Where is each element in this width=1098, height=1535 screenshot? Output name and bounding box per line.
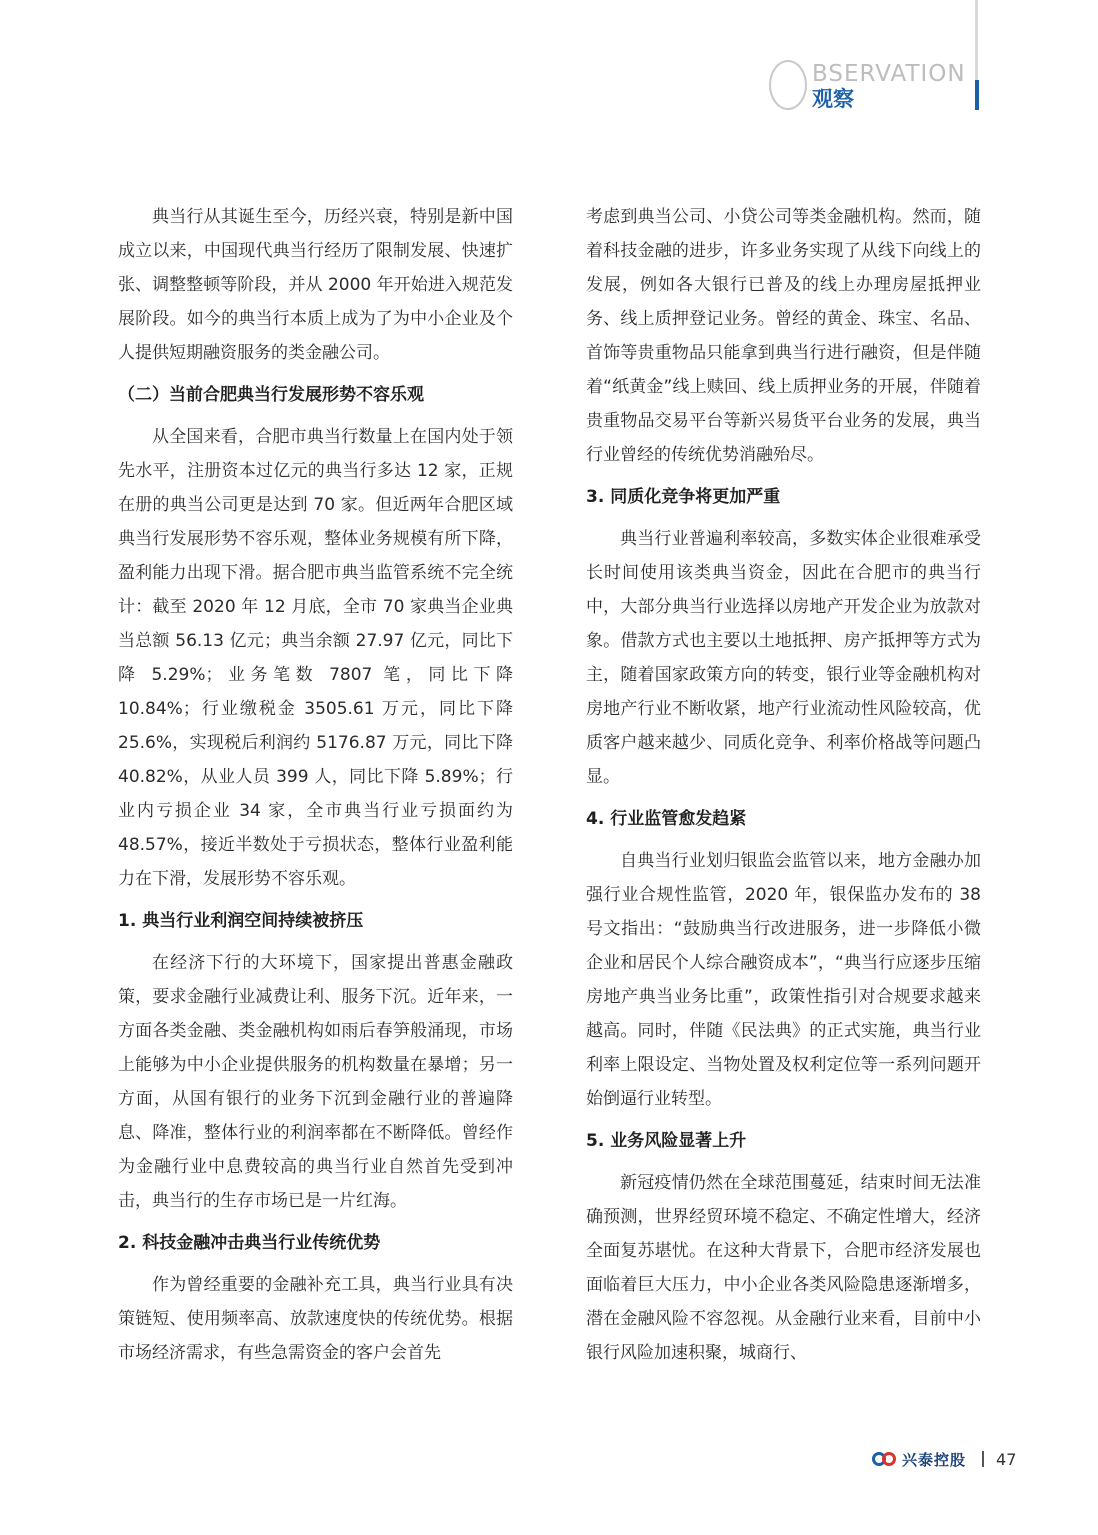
left-column — [118, 200, 513, 1378]
header-observation-label: BSERVATION — [812, 61, 966, 87]
body-paragraph: 典当行从其诞生至今，历经兴衰，特别是新中国成立以来，中国现代典当行经历了限制发展、快速扩张、调整整顿等阶段，并从 2000 年开始进入规范发展阶段。如今的典当行本质上成为了为中小企业及个人提供短期融资服务的类金融公司。 — [118, 207, 513, 363]
section-heading: 5. 业务风险显著上升 — [586, 1131, 747, 1151]
header-section-title: 观察 — [812, 87, 854, 111]
section-heading: 1. 典当行业利润空间持续被挤压 — [118, 911, 364, 931]
section-heading: 3. 同质化竞争将更加严重 — [586, 487, 781, 507]
body-paragraph: 作为曾经重要的金融补充工具，典当行业具有决策链短、使用频率高、放款速度快的传统优势。根据市场经济需求，有些急需资金的客户会首先 — [118, 1275, 513, 1363]
body-paragraph: 新冠疫情仍然在全球范围蔓延，结束时间无法准确预测，世界经贸环境不稳定、不确定性增大，经济全面复苏堪忧。在这种大背景下，合肥市经济发展也面临着巨大压力，中小企业各类风险隐患逐渐增多，潜在金融风险不容忽视。从金融行业来看，目前中小银行风险加速积聚，城商行、 — [586, 1173, 981, 1363]
body-paragraph: 自典当行业划归银监会监管以来，地方金融办加强行业合规性监管，2020 年，银保监办发布的 38 号文指出：“鼓励典当行改进服务，进一步降低小微企业和居民个人综合融资成本”，“典当行应逐步压缩房地产典当业务比重”，政策性指引对合规要求越来越高。同时，伴随《民法典》的正式实施，典当行业利率上限设定、当物处置及权利定位等一系列问题开始倒逼行业转型。 — [586, 851, 981, 1109]
page-number: 47 — [996, 1449, 1017, 1469]
header-divider-line — [975, 0, 978, 80]
body-paragraph: 考虑到典当公司、小贷公司等类金融机构。然而，随着科技金融的进步，许多业务实现了从线下向线上的发展，例如各大银行已普及的线上办理房屋抵押业务、线上质押登记业务。曾经的黄金、珠宝、名品、首饰等贵重物品只能拿到典当行进行融资，但是伴随着“纸黄金”线上赎回、线上质押业务的开展，伴随着贵重物品交易平台等新兴易货平台业务的发展，典当行业曾经的传统优势消融殆尽。 — [586, 207, 981, 465]
company-logo-text: 兴泰控股 — [902, 1450, 967, 1469]
footer-divider — [982, 1451, 984, 1467]
header-accent-bar — [975, 80, 979, 110]
body-paragraph: 在经济下行的大环境下，国家提出普惠金融政策，要求金融行业减费让利、服务下沉。近年来，一方面各类金融、类金融机构如雨后春笋般涌现，市场上能够为中小企业提供服务的机构数量在暴增；另一方面，从国有银行的业务下沉到金融行业的普遍降息、降准，整体行业的利润率都在不断降低。曾经作为金融行业中息费较高的典当行业自然首先受到冲击，典当行的生存市场已是一片红海。 — [118, 953, 513, 1211]
right-column — [586, 200, 981, 1378]
section-heading: 2. 科技金融冲击典当行业传统优势 — [118, 1233, 381, 1253]
page-footer — [872, 1446, 1016, 1472]
header-o-ring-icon — [769, 60, 807, 110]
section-heading: 4. 行业监管愈发趋紧 — [586, 809, 747, 829]
company-logo-icon — [872, 1450, 898, 1468]
section-heading: （二）当前合肥典当行发展形势不容乐观 — [118, 385, 424, 405]
body-paragraph: 典当行业普遍利率较高，多数实体企业很难承受长时间使用该类典当资金，因此在合肥市的典当行中，大部分典当行业选择以房地产开发企业为放款对象。借款方式也主要以土地抵押、房产抵押等方式为主，随着国家政策方向的转变，银行业等金融机构对房地产行业不断收紧，地产行业流动性风险较高，优质客户越来越少、同质化竞争、利率价格战等问题凸显。 — [586, 529, 981, 787]
body-paragraph: 从全国来看，合肥市典当行数量上在国内处于领先水平，注册资本过亿元的典当行多达 12 家，正规在册的典当公司更是达到 70 家。但近两年合肥区域典当行发展形势不容乐观，整体业务规模有所下降，盈利能力出现下滑。据合肥市典当监管系统不完全统计：截至 2020 年 12 月底，全市 70 家典当企业典当总额 56.13 亿元；典当余额 27.97 亿元，同比下降 5.29%；业务笔数 7807 笔，同比下降 10.84%；行业缴税金 3505.61 万元，同比下降 25.6%，实现税后利润约 5176.87 万元，同比下降 40.82%，从业人员 399 人，同比下降 5.89%；行业内亏损企业 34 家，全市典当行业亏损面约为 48.57%，接近半数处于亏损状态，整体行业盈利能力在下滑，发展形势不容乐观。 — [118, 427, 513, 889]
